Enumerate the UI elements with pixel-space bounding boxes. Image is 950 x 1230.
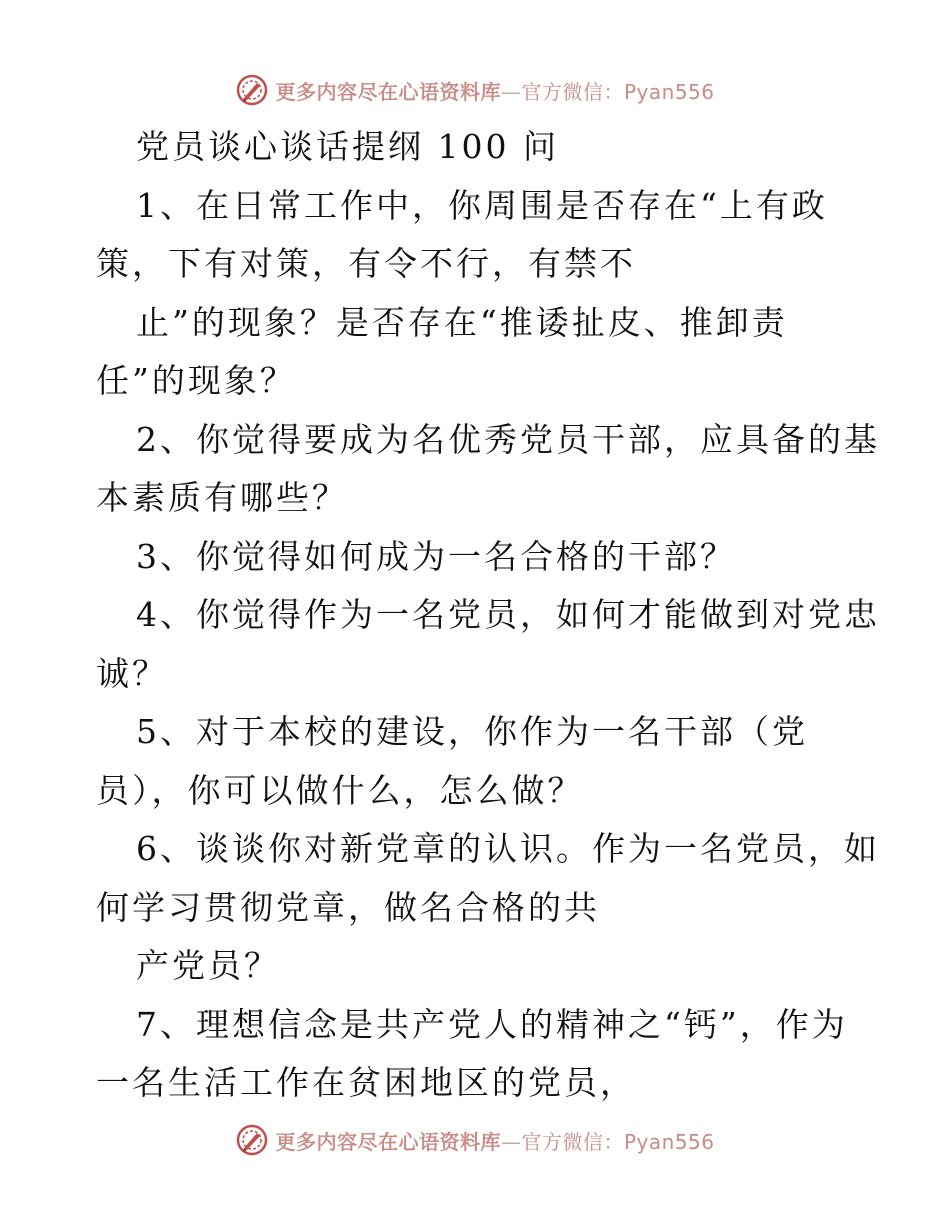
document-body [96, 118, 880, 1113]
text-line: 本素质有哪些？ [96, 478, 348, 517]
watermark-brand: 更多内容尽在心语资料库 [275, 79, 501, 104]
watermark-text [275, 76, 714, 105]
watermark-text [275, 1126, 714, 1155]
text-line: 党员谈心谈话提纲 100 问 [136, 127, 559, 166]
watermark-separator: — [500, 79, 522, 104]
footer-watermark [0, 1120, 950, 1160]
text-line: 一名生活工作在贫困地区的党员， [96, 1063, 636, 1102]
watermark-wechat-id: Pyan556 [623, 1129, 715, 1154]
pen-circle-logo-icon [235, 1123, 269, 1157]
text-line: 6、谈谈你对新党章的认识。作为一名党员，如 [136, 829, 880, 868]
pen-circle-logo-icon [235, 73, 269, 107]
text-line: 1、在日常工作中，你周围是否存在“上有政 [136, 185, 828, 225]
text-line: 策，下有对策，有令不行，有禁不 [96, 244, 636, 283]
watermark-official: 官方微信： [521, 79, 624, 104]
text-line: 止”的现象？是否存在“推诿扯皮、推卸责 [136, 302, 788, 342]
text-line: 7、理想信念是共产党人的精神之“钙”，作为 [136, 1004, 848, 1044]
watermark-brand: 更多内容尽在心语资料库 [275, 1129, 501, 1154]
watermark-separator: — [500, 1129, 522, 1154]
watermark-wechat-id: Pyan556 [623, 79, 715, 104]
text-line: 员），你可以做什么，怎么做？ [96, 770, 584, 810]
text-line: 何学习贯彻党章，做名合格的共 [96, 887, 600, 927]
watermark-official: 官方微信： [521, 1129, 624, 1154]
text-line: 产党员？ [136, 946, 280, 985]
header-watermark [0, 70, 950, 110]
text-line: 5、对于本校的建设，你作为一名干部（党 [136, 712, 808, 751]
text-line: 2、你觉得要成为名优秀党员干部，应具备的基 [136, 419, 880, 459]
text-line: 4、你觉得作为一名党员，如何才能做到对党忠 [136, 595, 880, 634]
text-line: 诚？ [96, 653, 168, 693]
text-line: 3、你觉得如何成为一名合格的干部？ [136, 536, 736, 576]
text-line: 任”的现象？ [96, 361, 296, 400]
